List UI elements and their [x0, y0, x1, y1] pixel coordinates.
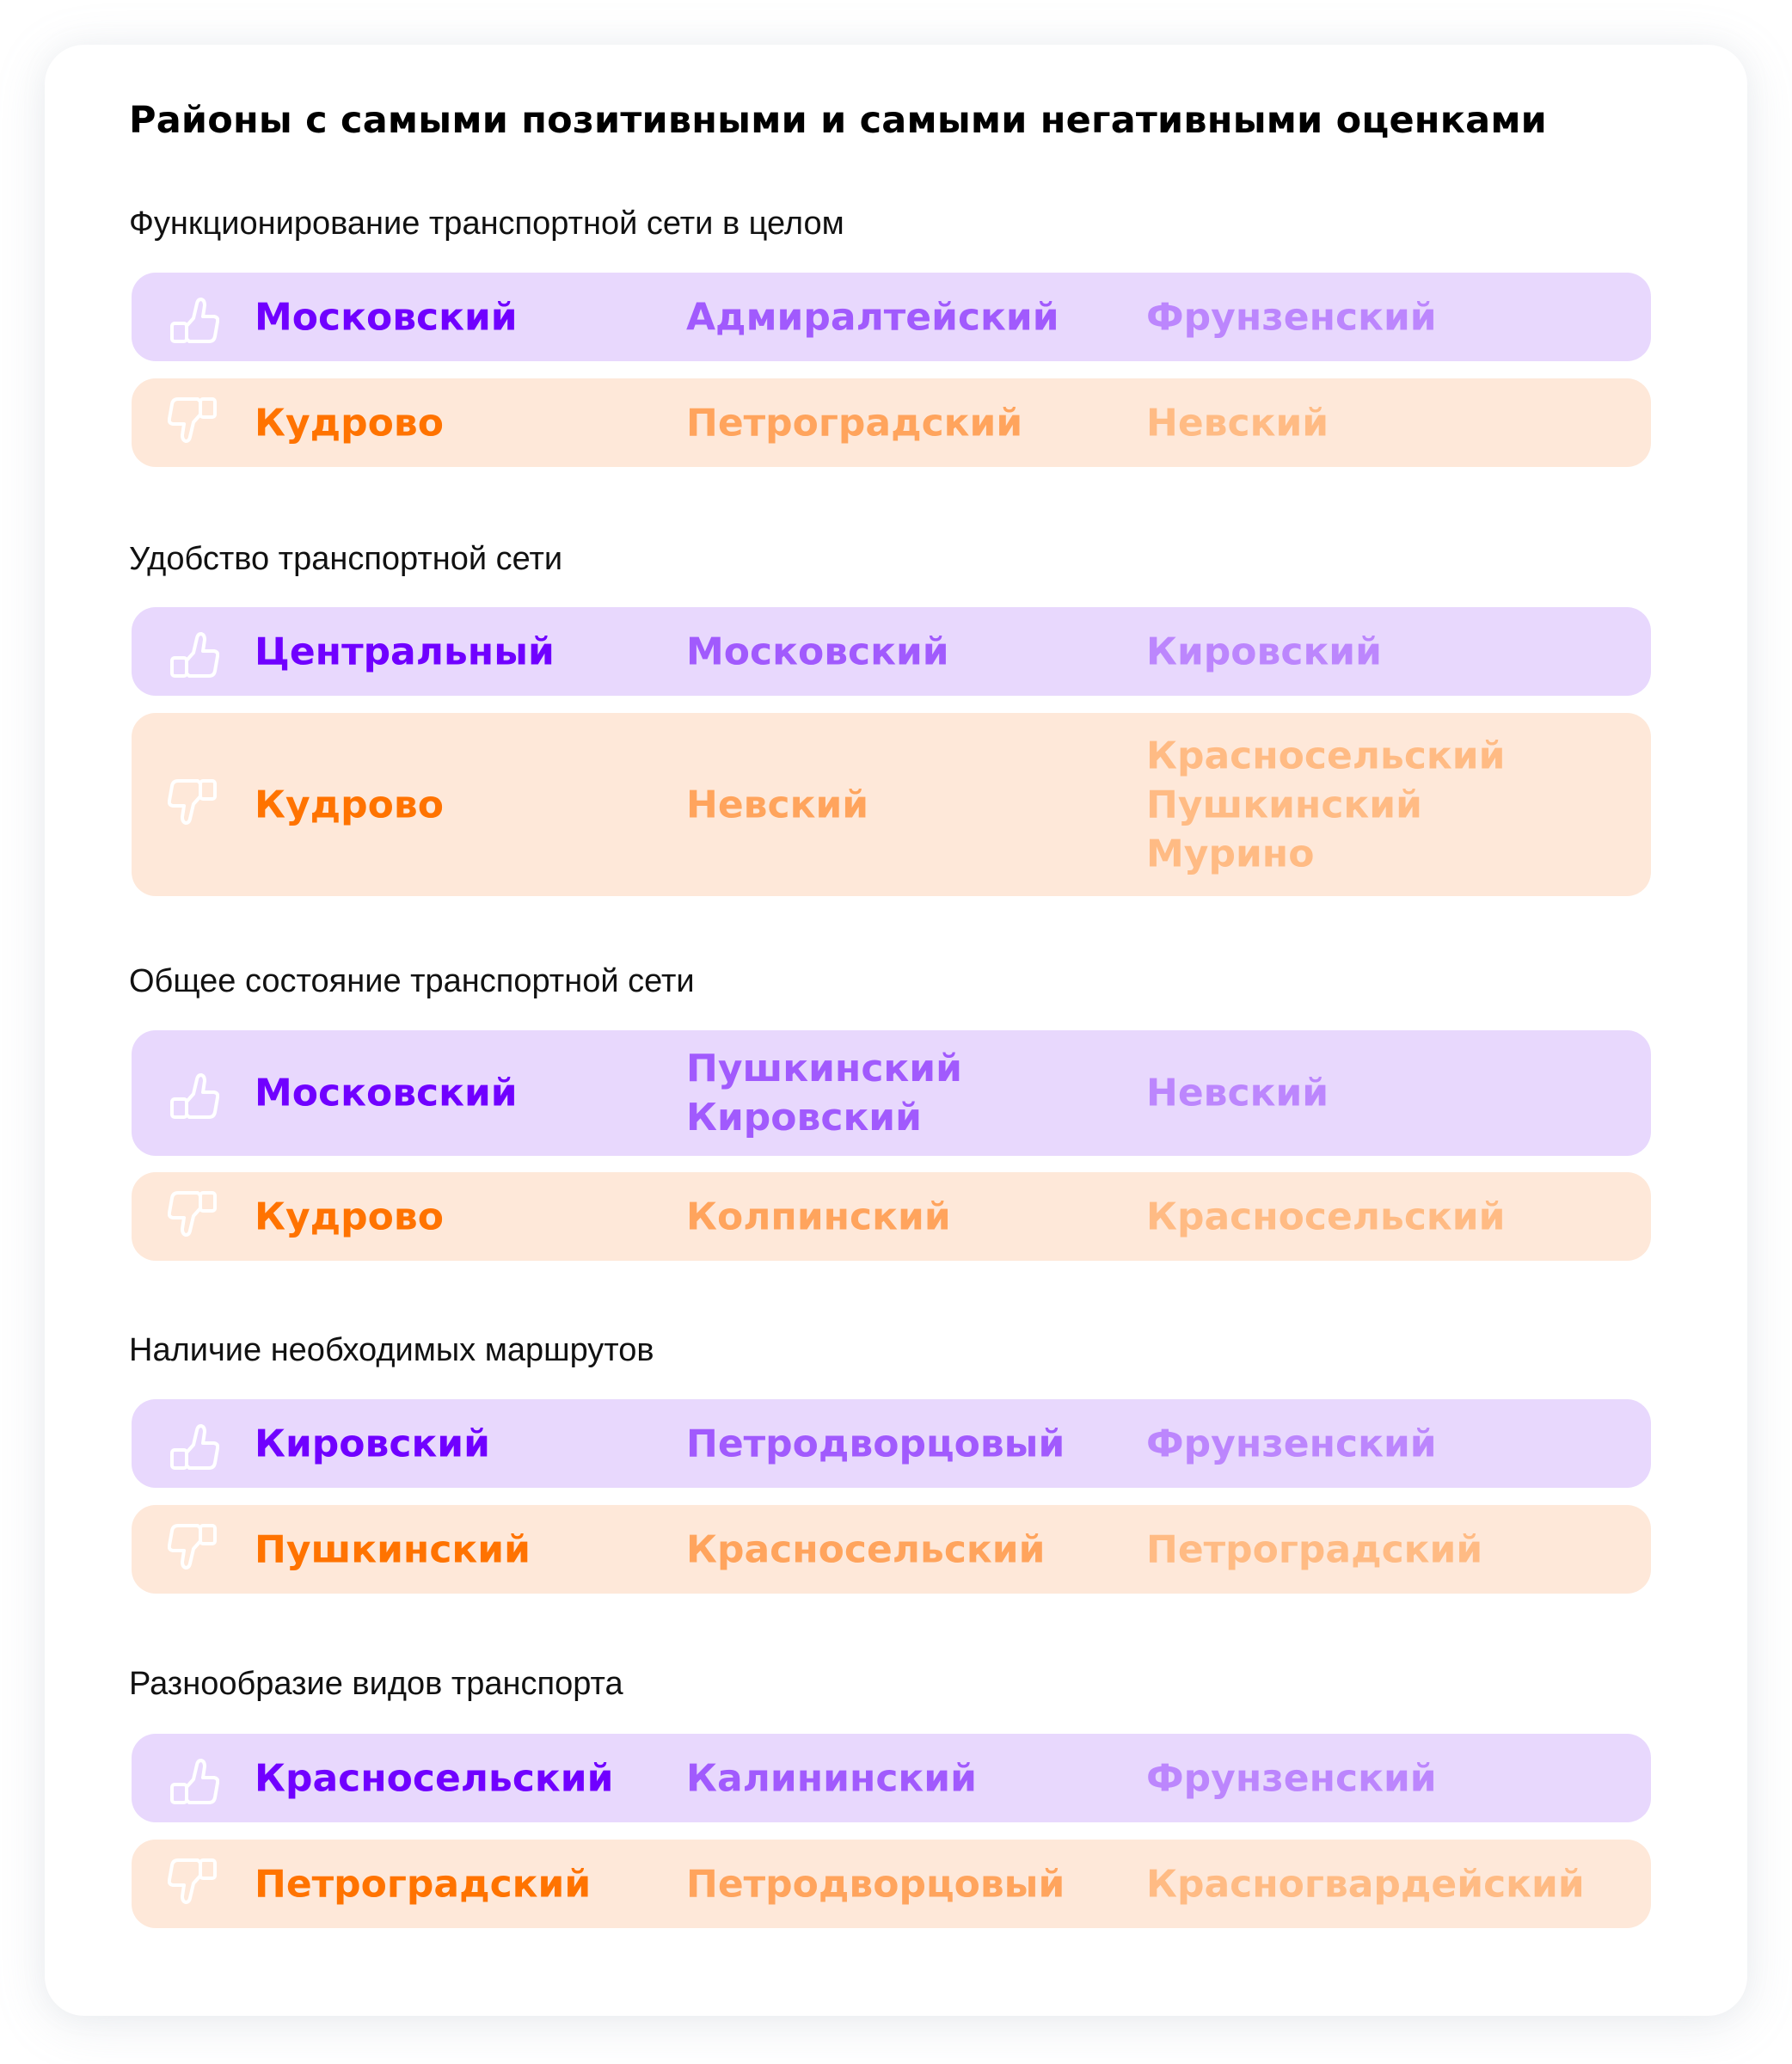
district-rank-3 [1146, 627, 1382, 676]
district-name: Адмиралтейский [686, 295, 1059, 339]
district-name: Красносельский [686, 1527, 1046, 1571]
district-name: Фрунзенский [1146, 1756, 1437, 1800]
district-name: Красносельский [255, 1756, 614, 1800]
negative-districts-row [132, 1840, 1651, 1928]
district-name: Петроградский [1146, 1527, 1483, 1571]
district-rank-2 [686, 1419, 1065, 1468]
negative-districts-row [132, 1505, 1651, 1594]
thumbs-down-icon [168, 779, 219, 831]
district-rank-1 [255, 292, 518, 341]
district-name: Московский [255, 295, 518, 339]
positive-districts-row [132, 273, 1651, 361]
negative-districts-row [132, 378, 1651, 467]
district-name: Пушкинский [1146, 783, 1422, 826]
thumbs-down-icon [168, 1191, 219, 1243]
district-name: Кировский [255, 1422, 490, 1465]
district-name: Невский [1146, 1071, 1329, 1115]
district-name: Петроградский [686, 401, 1023, 445]
district-rank-2 [686, 1044, 962, 1142]
thumbs-up-icon [168, 1753, 219, 1804]
district-name: Центральный [255, 630, 555, 673]
thumbs-up-icon [168, 626, 219, 678]
district-rank-3 [1146, 1069, 1329, 1118]
page-title: Районы с самыми позитивными и самыми негативными оценками [129, 99, 1547, 142]
district-name: Кудрово [255, 783, 444, 826]
district-rank-3 [1146, 1419, 1437, 1468]
district-rank-2 [686, 1754, 977, 1803]
thumbs-up-icon [168, 1067, 219, 1119]
section-label: Общее состояние транспортной сети [129, 963, 695, 999]
district-name: Невский [1146, 401, 1329, 445]
negative-districts-row [132, 1172, 1651, 1261]
thumbs-down-icon [168, 1524, 219, 1576]
district-rank-1 [255, 1754, 613, 1803]
district-name: Пушкинский [255, 1527, 531, 1571]
district-name: Петроградский [255, 1862, 592, 1906]
district-name: Красносельский [1146, 734, 1506, 777]
district-name: Фрунзенский [1146, 1422, 1437, 1465]
district-name: Калининский [686, 1756, 977, 1800]
district-rank-2 [686, 398, 1022, 447]
district-name: Кудрово [255, 401, 444, 445]
district-rank-1 [255, 1859, 591, 1908]
district-rank-3 [1146, 292, 1437, 341]
district-name: Кировский [1146, 630, 1382, 673]
thumbs-up-icon [168, 1418, 219, 1470]
district-rank-2 [686, 292, 1059, 341]
district-rank-2 [686, 627, 949, 676]
section-label: Разнообразие видов транспорта [129, 1666, 623, 1702]
district-rank-1 [255, 1525, 531, 1574]
district-name: Московский [686, 630, 949, 673]
district-name: Красногвардейский [1146, 1862, 1585, 1906]
district-rank-1 [255, 1192, 444, 1241]
district-rank-2 [686, 1859, 1065, 1908]
district-name: Невский [686, 783, 869, 826]
district-rank-1 [255, 627, 555, 676]
positive-districts-row [132, 1734, 1651, 1822]
positive-districts-row [132, 607, 1651, 696]
district-rank-1 [255, 1419, 490, 1468]
thumbs-down-icon [168, 1858, 219, 1910]
district-name: Петродворцовый [686, 1862, 1065, 1906]
thumbs-up-icon [168, 292, 219, 343]
positive-districts-row [132, 1030, 1651, 1156]
district-rank-1 [255, 398, 444, 447]
district-rank-3 [1146, 1192, 1505, 1241]
district-rank-3 [1146, 1859, 1585, 1908]
district-name: Мурино [1146, 832, 1315, 875]
negative-districts-row [132, 713, 1651, 896]
district-name: Пушкинский [686, 1047, 962, 1090]
district-name: Кудрово [255, 1195, 444, 1238]
district-name: Московский [255, 1071, 518, 1115]
district-rank-3 [1146, 731, 1505, 878]
district-rank-2 [686, 1525, 1045, 1574]
district-name: Колпинский [686, 1195, 951, 1238]
district-rank-3 [1146, 1754, 1437, 1803]
thumbs-down-icon [168, 397, 219, 449]
district-rank-2 [686, 1192, 951, 1241]
district-rank-3 [1146, 1525, 1482, 1574]
district-rank-1 [255, 1069, 518, 1118]
district-rank-2 [686, 780, 868, 829]
section-label: Наличие необходимых маршрутов [129, 1332, 654, 1368]
district-name: Красносельский [1146, 1195, 1506, 1238]
positive-districts-row [132, 1399, 1651, 1488]
district-rank-3 [1146, 398, 1329, 447]
section-label: Удобство транспортной сети [129, 541, 563, 577]
district-name: Фрунзенский [1146, 295, 1437, 339]
section-label: Функционирование транспортной сети в целом [129, 206, 844, 242]
district-rank-1 [255, 780, 444, 829]
district-name: Петродворцовый [686, 1422, 1065, 1465]
district-name: Кировский [686, 1096, 922, 1140]
